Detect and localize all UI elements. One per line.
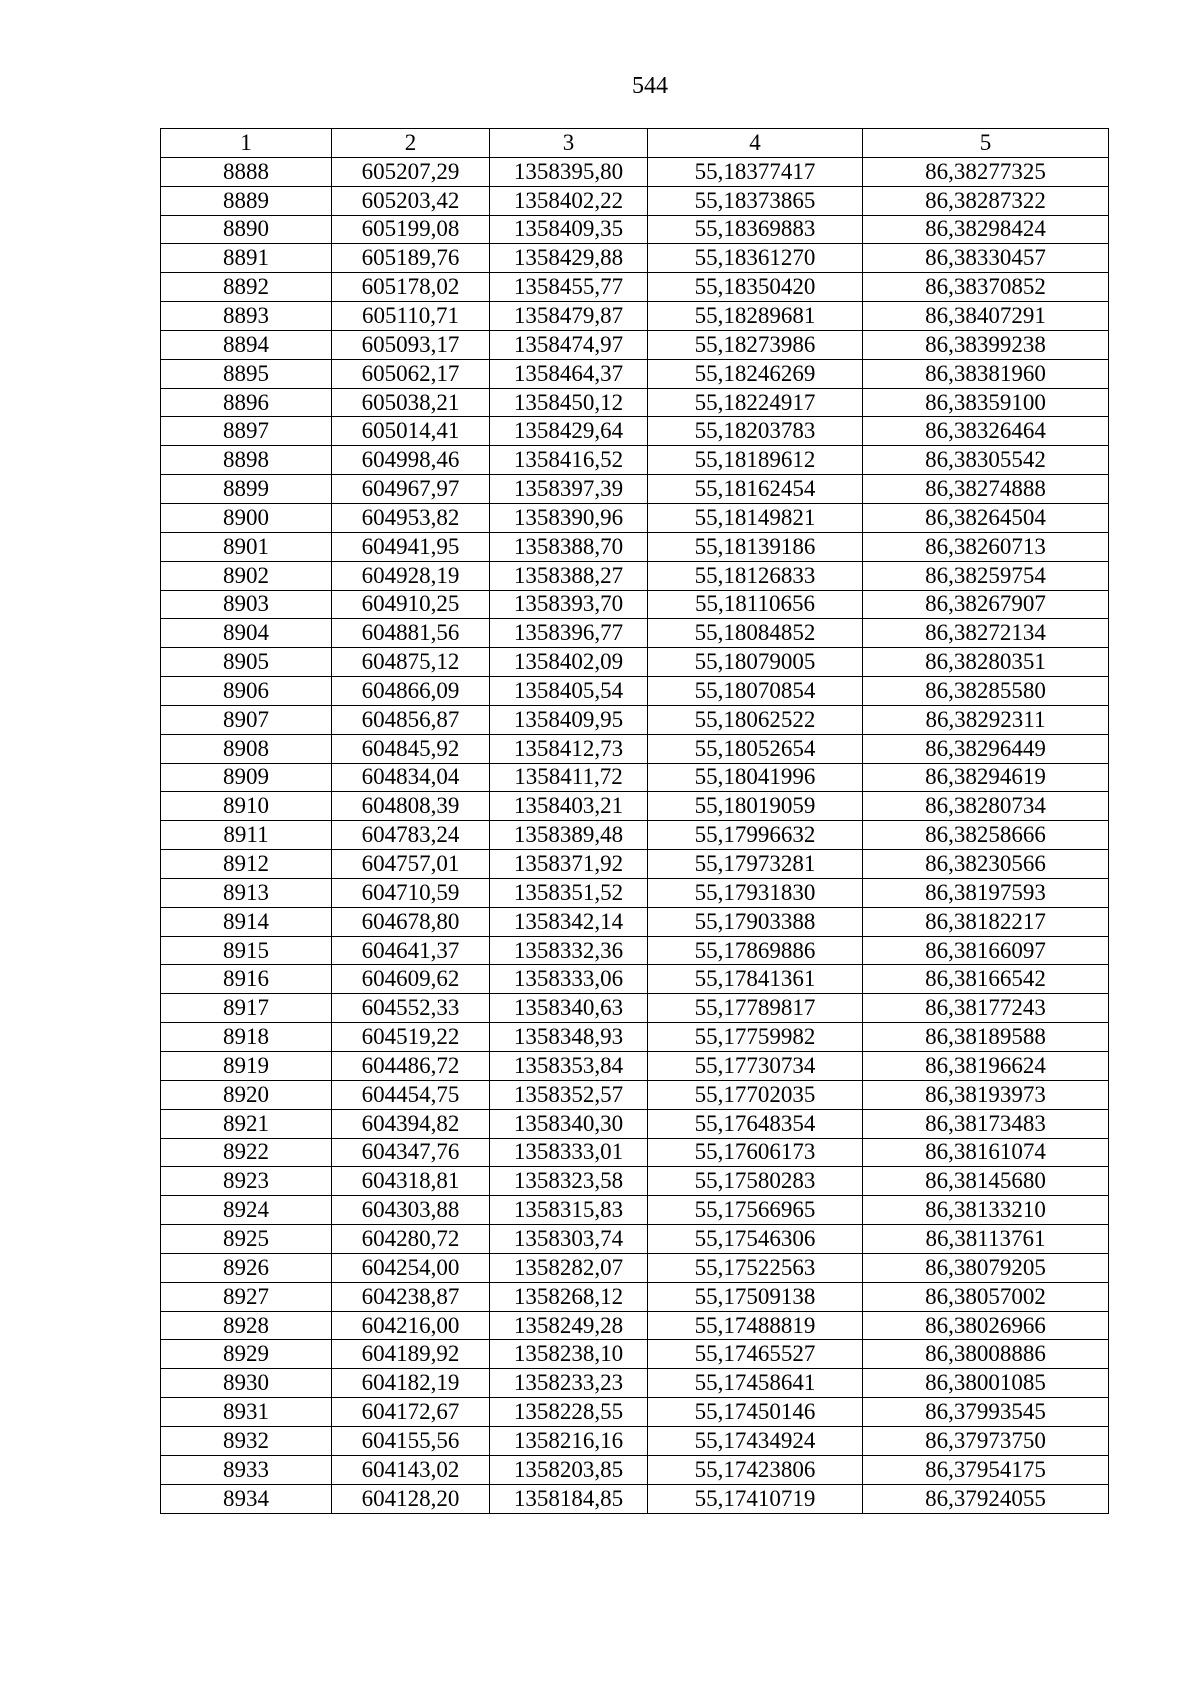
longitude-cell: 86,38173483	[863, 1109, 1109, 1138]
latitude-cell: 55,17973281	[648, 850, 863, 879]
latitude-cell: 55,18110656	[648, 590, 863, 619]
latitude-cell: 55,17458641	[648, 1369, 863, 1398]
point-number-cell: 8920	[161, 1080, 332, 1109]
longitude-cell: 86,38280351	[863, 648, 1109, 677]
table-row	[161, 215, 1109, 244]
table-row	[161, 1311, 1109, 1340]
longitude-cell: 86,38272134	[863, 619, 1109, 648]
point-number-cell: 8912	[161, 850, 332, 879]
x-coordinate-cell: 604875,12	[332, 648, 490, 677]
x-coordinate-cell: 605189,76	[332, 244, 490, 273]
header-cell-4: 4	[648, 129, 863, 158]
latitude-cell: 55,18149821	[648, 503, 863, 532]
y-coordinate-cell: 1358464,37	[490, 359, 648, 388]
longitude-cell: 86,38166542	[863, 965, 1109, 994]
latitude-cell: 55,18019059	[648, 792, 863, 821]
header-cell-3: 3	[490, 129, 648, 158]
latitude-cell: 55,17488819	[648, 1311, 863, 1340]
point-number-cell: 8931	[161, 1398, 332, 1427]
y-coordinate-cell: 1358412,73	[490, 734, 648, 763]
table-row	[161, 648, 1109, 677]
point-number-cell: 8915	[161, 936, 332, 965]
x-coordinate-cell: 604609,62	[332, 965, 490, 994]
y-coordinate-cell: 1358348,93	[490, 1023, 648, 1052]
longitude-cell: 86,38008886	[863, 1340, 1109, 1369]
longitude-cell: 86,38298424	[863, 215, 1109, 244]
longitude-cell: 86,38305542	[863, 446, 1109, 475]
latitude-cell: 55,17423806	[648, 1455, 863, 1484]
point-number-cell: 8895	[161, 359, 332, 388]
y-coordinate-cell: 1358411,72	[490, 763, 648, 792]
longitude-cell: 86,38287322	[863, 186, 1109, 215]
latitude-cell: 55,17903388	[648, 907, 863, 936]
x-coordinate-cell: 604238,87	[332, 1282, 490, 1311]
x-coordinate-cell: 604182,19	[332, 1369, 490, 1398]
page-number: 544	[632, 73, 668, 99]
latitude-cell: 55,18289681	[648, 302, 863, 331]
y-coordinate-cell: 1358332,36	[490, 936, 648, 965]
x-coordinate-cell: 604486,72	[332, 1052, 490, 1081]
point-number-cell: 8923	[161, 1167, 332, 1196]
y-coordinate-cell: 1358184,85	[490, 1484, 648, 1513]
y-coordinate-cell: 1358390,96	[490, 503, 648, 532]
x-coordinate-cell: 605014,41	[332, 417, 490, 446]
x-coordinate-cell: 604881,56	[332, 619, 490, 648]
x-coordinate-cell: 605110,71	[332, 302, 490, 331]
latitude-cell: 55,17931830	[648, 878, 863, 907]
point-number-cell: 8921	[161, 1109, 332, 1138]
point-number-cell: 8906	[161, 677, 332, 706]
longitude-cell: 86,38326464	[863, 417, 1109, 446]
y-coordinate-cell: 1358303,74	[490, 1225, 648, 1254]
table-row	[161, 532, 1109, 561]
point-number-cell: 8916	[161, 965, 332, 994]
point-number-cell: 8902	[161, 561, 332, 590]
point-number-cell: 8929	[161, 1340, 332, 1369]
x-coordinate-cell: 604941,95	[332, 532, 490, 561]
table-row	[161, 359, 1109, 388]
x-coordinate-cell: 604967,97	[332, 475, 490, 504]
y-coordinate-cell: 1358479,87	[490, 302, 648, 331]
point-number-cell: 8896	[161, 388, 332, 417]
longitude-cell: 86,38260713	[863, 532, 1109, 561]
y-coordinate-cell: 1358203,85	[490, 1455, 648, 1484]
longitude-cell: 86,38182217	[863, 907, 1109, 936]
longitude-cell: 86,37973750	[863, 1426, 1109, 1455]
latitude-cell: 55,17509138	[648, 1282, 863, 1311]
table-row	[161, 677, 1109, 706]
x-coordinate-cell: 605199,08	[332, 215, 490, 244]
y-coordinate-cell: 1358268,12	[490, 1282, 648, 1311]
latitude-cell: 55,18052654	[648, 734, 863, 763]
latitude-cell: 55,18041996	[648, 763, 863, 792]
table-row	[161, 1369, 1109, 1398]
x-coordinate-cell: 604866,09	[332, 677, 490, 706]
latitude-cell: 55,17546306	[648, 1225, 863, 1254]
longitude-cell: 86,38330457	[863, 244, 1109, 273]
header-cell-5: 5	[863, 129, 1109, 158]
y-coordinate-cell: 1358238,10	[490, 1340, 648, 1369]
latitude-cell: 55,18273986	[648, 330, 863, 359]
table-row	[161, 965, 1109, 994]
latitude-cell: 55,17434924	[648, 1426, 863, 1455]
table-header	[161, 129, 1109, 158]
x-coordinate-cell: 604318,81	[332, 1167, 490, 1196]
y-coordinate-cell: 1358228,55	[490, 1398, 648, 1427]
point-number-cell: 8904	[161, 619, 332, 648]
point-number-cell: 8889	[161, 186, 332, 215]
table-row	[161, 186, 1109, 215]
table-row	[161, 850, 1109, 879]
y-coordinate-cell: 1358340,30	[490, 1109, 648, 1138]
x-coordinate-cell: 605062,17	[332, 359, 490, 388]
table-row	[161, 1484, 1109, 1513]
y-coordinate-cell: 1358315,83	[490, 1196, 648, 1225]
longitude-cell: 86,38133210	[863, 1196, 1109, 1225]
point-number-cell: 8926	[161, 1253, 332, 1282]
latitude-cell: 55,17566965	[648, 1196, 863, 1225]
x-coordinate-cell: 605207,29	[332, 157, 490, 186]
y-coordinate-cell: 1358409,95	[490, 705, 648, 734]
y-coordinate-cell: 1358340,63	[490, 994, 648, 1023]
x-coordinate-cell: 604303,88	[332, 1196, 490, 1225]
longitude-cell: 86,38259754	[863, 561, 1109, 590]
longitude-cell: 86,38113761	[863, 1225, 1109, 1254]
x-coordinate-cell: 604808,39	[332, 792, 490, 821]
y-coordinate-cell: 1358402,22	[490, 186, 648, 215]
table-row	[161, 878, 1109, 907]
y-coordinate-cell: 1358416,52	[490, 446, 648, 475]
point-number-cell: 8911	[161, 821, 332, 850]
point-number-cell: 8910	[161, 792, 332, 821]
y-coordinate-cell: 1358389,48	[490, 821, 648, 850]
longitude-cell: 86,38280734	[863, 792, 1109, 821]
latitude-cell: 55,17465527	[648, 1340, 863, 1369]
longitude-cell: 86,37993545	[863, 1398, 1109, 1427]
y-coordinate-cell: 1358333,01	[490, 1138, 648, 1167]
latitude-cell: 55,17648354	[648, 1109, 863, 1138]
coordinates-table	[160, 128, 1109, 1514]
table-row	[161, 1080, 1109, 1109]
point-number-cell: 8900	[161, 503, 332, 532]
table-row	[161, 1225, 1109, 1254]
point-number-cell: 8905	[161, 648, 332, 677]
point-number-cell: 8909	[161, 763, 332, 792]
latitude-cell: 55,18126833	[648, 561, 863, 590]
table-row	[161, 244, 1109, 273]
y-coordinate-cell: 1358405,54	[490, 677, 648, 706]
latitude-cell: 55,18084852	[648, 619, 863, 648]
latitude-cell: 55,17450146	[648, 1398, 863, 1427]
point-number-cell: 8922	[161, 1138, 332, 1167]
latitude-cell: 55,18079005	[648, 648, 863, 677]
longitude-cell: 86,38370852	[863, 273, 1109, 302]
longitude-cell: 86,38407291	[863, 302, 1109, 331]
y-coordinate-cell: 1358233,23	[490, 1369, 648, 1398]
point-number-cell: 8893	[161, 302, 332, 331]
x-coordinate-cell: 604394,82	[332, 1109, 490, 1138]
y-coordinate-cell: 1358333,06	[490, 965, 648, 994]
latitude-cell: 55,17841361	[648, 965, 863, 994]
latitude-cell: 55,17702035	[648, 1080, 863, 1109]
latitude-cell: 55,18350420	[648, 273, 863, 302]
y-coordinate-cell: 1358351,52	[490, 878, 648, 907]
point-number-cell: 8919	[161, 1052, 332, 1081]
longitude-cell: 86,38193973	[863, 1080, 1109, 1109]
table-row	[161, 1196, 1109, 1225]
x-coordinate-cell: 604155,56	[332, 1426, 490, 1455]
table-row	[161, 330, 1109, 359]
table-row	[161, 821, 1109, 850]
y-coordinate-cell: 1358352,57	[490, 1080, 648, 1109]
y-coordinate-cell: 1358342,14	[490, 907, 648, 936]
y-coordinate-cell: 1358429,64	[490, 417, 648, 446]
y-coordinate-cell: 1358323,58	[490, 1167, 648, 1196]
table-row	[161, 705, 1109, 734]
point-number-cell: 8898	[161, 446, 332, 475]
table-row	[161, 302, 1109, 331]
longitude-cell: 86,38230566	[863, 850, 1109, 879]
table-row	[161, 1253, 1109, 1282]
table-row	[161, 590, 1109, 619]
point-number-cell: 8899	[161, 475, 332, 504]
header-cell-1: 1	[161, 129, 332, 158]
x-coordinate-cell: 604143,02	[332, 1455, 490, 1484]
y-coordinate-cell: 1358249,28	[490, 1311, 648, 1340]
y-coordinate-cell: 1358402,09	[490, 648, 648, 677]
point-number-cell: 8892	[161, 273, 332, 302]
longitude-cell: 86,38145680	[863, 1167, 1109, 1196]
latitude-cell: 55,17996632	[648, 821, 863, 850]
y-coordinate-cell: 1358397,39	[490, 475, 648, 504]
latitude-cell: 55,17522563	[648, 1253, 863, 1282]
y-coordinate-cell: 1358282,07	[490, 1253, 648, 1282]
point-number-cell: 8925	[161, 1225, 332, 1254]
latitude-cell: 55,17580283	[648, 1167, 863, 1196]
y-coordinate-cell: 1358353,84	[490, 1052, 648, 1081]
x-coordinate-cell: 604856,87	[332, 705, 490, 734]
longitude-cell: 86,38057002	[863, 1282, 1109, 1311]
table-row	[161, 561, 1109, 590]
longitude-cell: 86,38285580	[863, 677, 1109, 706]
longitude-cell: 86,38292311	[863, 705, 1109, 734]
table-row	[161, 792, 1109, 821]
table-row	[161, 503, 1109, 532]
longitude-cell: 86,38177243	[863, 994, 1109, 1023]
latitude-cell: 55,18139186	[648, 532, 863, 561]
table-row	[161, 763, 1109, 792]
longitude-cell: 86,38166097	[863, 936, 1109, 965]
table-row	[161, 273, 1109, 302]
table-row	[161, 417, 1109, 446]
x-coordinate-cell: 605178,02	[332, 273, 490, 302]
x-coordinate-cell: 604710,59	[332, 878, 490, 907]
point-number-cell: 8933	[161, 1455, 332, 1484]
x-coordinate-cell: 604454,75	[332, 1080, 490, 1109]
x-coordinate-cell: 605203,42	[332, 186, 490, 215]
table-row	[161, 157, 1109, 186]
table-row	[161, 1282, 1109, 1311]
header-row	[161, 129, 1109, 158]
point-number-cell: 8932	[161, 1426, 332, 1455]
longitude-cell: 86,38001085	[863, 1369, 1109, 1398]
y-coordinate-cell: 1358450,12	[490, 388, 648, 417]
point-number-cell: 8903	[161, 590, 332, 619]
longitude-cell: 86,38258666	[863, 821, 1109, 850]
y-coordinate-cell: 1358388,27	[490, 561, 648, 590]
table-row	[161, 936, 1109, 965]
x-coordinate-cell: 604834,04	[332, 763, 490, 792]
x-coordinate-cell: 604928,19	[332, 561, 490, 590]
y-coordinate-cell: 1358388,70	[490, 532, 648, 561]
y-coordinate-cell: 1358455,77	[490, 273, 648, 302]
header-cell-2: 2	[332, 129, 490, 158]
latitude-cell: 55,18070854	[648, 677, 863, 706]
table-row	[161, 446, 1109, 475]
y-coordinate-cell: 1358393,70	[490, 590, 648, 619]
longitude-cell: 86,38294619	[863, 763, 1109, 792]
latitude-cell: 55,18246269	[648, 359, 863, 388]
x-coordinate-cell: 605093,17	[332, 330, 490, 359]
point-number-cell: 8918	[161, 1023, 332, 1052]
point-number-cell: 8888	[161, 157, 332, 186]
x-coordinate-cell: 604757,01	[332, 850, 490, 879]
latitude-cell: 55,17410719	[648, 1484, 863, 1513]
latitude-cell: 55,17789817	[648, 994, 863, 1023]
table-row	[161, 994, 1109, 1023]
y-coordinate-cell: 1358474,97	[490, 330, 648, 359]
longitude-cell: 86,37954175	[863, 1455, 1109, 1484]
latitude-cell: 55,18062522	[648, 705, 863, 734]
x-coordinate-cell: 604783,24	[332, 821, 490, 850]
point-number-cell: 8907	[161, 705, 332, 734]
latitude-cell: 55,18189612	[648, 446, 863, 475]
longitude-cell: 86,38359100	[863, 388, 1109, 417]
x-coordinate-cell: 604172,67	[332, 1398, 490, 1427]
x-coordinate-cell: 604347,76	[332, 1138, 490, 1167]
x-coordinate-cell: 604641,37	[332, 936, 490, 965]
latitude-cell: 55,17869886	[648, 936, 863, 965]
latitude-cell: 55,18203783	[648, 417, 863, 446]
longitude-cell: 86,38264504	[863, 503, 1109, 532]
table-row	[161, 1398, 1109, 1427]
longitude-cell: 86,38381960	[863, 359, 1109, 388]
table-row	[161, 1052, 1109, 1081]
latitude-cell: 55,18224917	[648, 388, 863, 417]
point-number-cell: 8901	[161, 532, 332, 561]
longitude-cell: 86,38161074	[863, 1138, 1109, 1167]
table-row	[161, 1340, 1109, 1369]
x-coordinate-cell: 604280,72	[332, 1225, 490, 1254]
table-body	[161, 157, 1109, 1513]
x-coordinate-cell: 604189,92	[332, 1340, 490, 1369]
table-row	[161, 907, 1109, 936]
table-row	[161, 475, 1109, 504]
y-coordinate-cell: 1358403,21	[490, 792, 648, 821]
longitude-cell: 86,38267907	[863, 590, 1109, 619]
point-number-cell: 8928	[161, 1311, 332, 1340]
longitude-cell: 86,38196624	[863, 1052, 1109, 1081]
point-number-cell: 8924	[161, 1196, 332, 1225]
latitude-cell: 55,17606173	[648, 1138, 863, 1167]
longitude-cell: 86,38296449	[863, 734, 1109, 763]
y-coordinate-cell: 1358396,77	[490, 619, 648, 648]
x-coordinate-cell: 604910,25	[332, 590, 490, 619]
x-coordinate-cell: 604953,82	[332, 503, 490, 532]
table-row	[161, 1167, 1109, 1196]
table-row	[161, 734, 1109, 763]
longitude-cell: 86,37924055	[863, 1484, 1109, 1513]
x-coordinate-cell: 605038,21	[332, 388, 490, 417]
latitude-cell: 55,17730734	[648, 1052, 863, 1081]
longitude-cell: 86,38189588	[863, 1023, 1109, 1052]
longitude-cell: 86,38197593	[863, 878, 1109, 907]
y-coordinate-cell: 1358216,16	[490, 1426, 648, 1455]
y-coordinate-cell: 1358429,88	[490, 244, 648, 273]
y-coordinate-cell: 1358409,35	[490, 215, 648, 244]
point-number-cell: 8908	[161, 734, 332, 763]
table-row	[161, 1109, 1109, 1138]
latitude-cell: 55,18377417	[648, 157, 863, 186]
point-number-cell: 8914	[161, 907, 332, 936]
x-coordinate-cell: 604254,00	[332, 1253, 490, 1282]
point-number-cell: 8934	[161, 1484, 332, 1513]
longitude-cell: 86,38274888	[863, 475, 1109, 504]
table-row	[161, 1426, 1109, 1455]
table-row	[161, 1138, 1109, 1167]
point-number-cell: 8891	[161, 244, 332, 273]
y-coordinate-cell: 1358371,92	[490, 850, 648, 879]
x-coordinate-cell: 604845,92	[332, 734, 490, 763]
x-coordinate-cell: 604216,00	[332, 1311, 490, 1340]
longitude-cell: 86,38399238	[863, 330, 1109, 359]
x-coordinate-cell: 604678,80	[332, 907, 490, 936]
x-coordinate-cell: 604128,20	[332, 1484, 490, 1513]
latitude-cell: 55,18361270	[648, 244, 863, 273]
latitude-cell: 55,18369883	[648, 215, 863, 244]
latitude-cell: 55,18373865	[648, 186, 863, 215]
y-coordinate-cell: 1358395,80	[490, 157, 648, 186]
longitude-cell: 86,38026966	[863, 1311, 1109, 1340]
point-number-cell: 8894	[161, 330, 332, 359]
point-number-cell: 8897	[161, 417, 332, 446]
point-number-cell: 8927	[161, 1282, 332, 1311]
longitude-cell: 86,38277325	[863, 157, 1109, 186]
point-number-cell: 8913	[161, 878, 332, 907]
point-number-cell: 8930	[161, 1369, 332, 1398]
x-coordinate-cell: 604552,33	[332, 994, 490, 1023]
table-row	[161, 388, 1109, 417]
x-coordinate-cell: 604519,22	[332, 1023, 490, 1052]
latitude-cell: 55,18162454	[648, 475, 863, 504]
longitude-cell: 86,38079205	[863, 1253, 1109, 1282]
table-row	[161, 1023, 1109, 1052]
point-number-cell: 8917	[161, 994, 332, 1023]
x-coordinate-cell: 604998,46	[332, 446, 490, 475]
table-row	[161, 619, 1109, 648]
table-row	[161, 1455, 1109, 1484]
latitude-cell: 55,17759982	[648, 1023, 863, 1052]
point-number-cell: 8890	[161, 215, 332, 244]
